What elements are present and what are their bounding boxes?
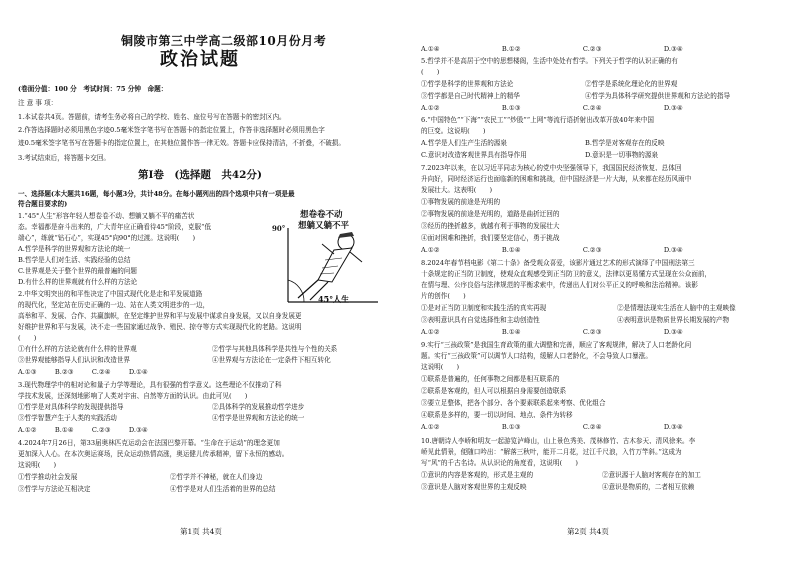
q7-statement: ①事物发展的前途是光明的 (421, 198, 501, 206)
figure-caption: 想躺又躺不平 (298, 221, 350, 231)
q2-statement: ③世界观能够指导人们认识和改造世界 (18, 356, 131, 364)
option-a: A.①④ (421, 45, 440, 53)
q2-text: ( ) (18, 334, 37, 342)
q4-text: 4.2024年7月26日，第33届奥林匹克运动会在法国巴黎开幕。“生命在于运动”的理念更加 (18, 439, 280, 447)
option-d: D.③④ (663, 423, 683, 431)
q6-text: 6.“中国特色”“下海”“农民工”“炒股”“上网”等流行语折射出改革开放40年来中国 (421, 116, 655, 124)
q8-text: 在情与理、公序良俗与法律规范的平衡求索中，传递出人们对公平正义的呼唤和法治精神。该影 (421, 281, 698, 289)
option-c: ②④ (98, 368, 111, 376)
option-d: ①④ (136, 368, 148, 376)
q2-text: 高举和平、发展、合作、共赢旗帜，在坚定维护世界和平与发展中谋求自身发展，又以自身发展更 (18, 312, 302, 320)
note-line: 1.本试卷共4页。答题前，请考生务必将自己的学校、姓名、座位号写在答题卡的密封区内。 (18, 113, 286, 121)
person-lying-icon (270, 210, 382, 308)
q6-text: 的巨变。这说明( ) (421, 127, 486, 135)
option-d: ③④ (136, 426, 148, 434)
q10-statement: ③意识是人脑对客观世界的主观反映 (421, 483, 527, 491)
q4-statement: ②哲学并不神秘，就在人们身边 (170, 473, 263, 481)
q10-statement: ①意识的内容是客观的，形式是主观的 (421, 471, 534, 479)
exam-info-line: (卷面分值：100 分 考试时间：75 分钟 命题： (18, 85, 168, 93)
q4-options (421, 44, 683, 54)
option-b: ①④ (61, 426, 74, 434)
q4-statement: ①哲学推动社会发展 (18, 473, 78, 481)
q3-statement: ③哲学智慧产生于人类的实践活动 (18, 414, 117, 422)
q6-option: C.意识对改造客观世界具有指导作用 (421, 151, 527, 159)
part-intro: 一、选择题(本大题共16题，每小题3分，共计48分。在每小题列出的四个选项中只有一项是最 (18, 190, 295, 198)
q2-statement: ④世界观与方法论在一定条件下相互转化 (212, 356, 331, 364)
q10-text: 10.唐朝诗人李峤和明友一起游览泸峰山，山上景色秀美、茂林修竹、古木参天、清风徐来。李 (421, 437, 696, 445)
q3-statement: ④哲学是世界观和方法论的统一 (212, 414, 305, 422)
option-c: ②③ (98, 426, 111, 434)
q2-statement: ②哲学与其他具体科学是共性与个性的关系 (212, 345, 338, 353)
q10-statement: ②意识源于人脑对客观存在的加工 (602, 471, 701, 479)
q5-statement: ①哲学是科学的世界观和方法论 (421, 80, 514, 88)
exam-page-2 (397, 0, 794, 561)
option-b: ②③ (61, 368, 74, 376)
q4-text: 这说明( ) (18, 461, 57, 469)
option-label: B. (54, 426, 62, 434)
q4-statement: ④哲学是对人们生活着的世界的总结 (170, 485, 276, 493)
q1-text: 态。幸福都是奋斗出来的，广大青年应正确看待45°阶段，克服“低 (18, 223, 212, 231)
q7-options (421, 245, 683, 255)
option-label: A. (18, 426, 25, 434)
option-a: A.①② (421, 104, 440, 112)
q5-statement: ④哲学为具体科学研究提供世界观和方法论的指导 (585, 92, 731, 100)
q9-text: 这说明( ) (421, 363, 460, 371)
section-title: 第Ⅰ卷 (选择题 共42分) (138, 169, 262, 181)
q3-options (18, 425, 148, 435)
option-c: C.②④ (582, 104, 602, 112)
q3-text: 学技术发展，还深刻地影响了人类对宇宙、自然等方面的认识。由此可见( ) (18, 392, 248, 400)
part-intro: 符合题目要求的) (18, 200, 68, 208)
q7-text: 7.2023年以来，在以习近平同志为核心的党中央坚强领导下，我国国民经济恢复、总体回 (421, 164, 682, 172)
q2-text: 2.中华文明突出的和平性决定了中国式现代化是走和平发展道路 (18, 290, 203, 298)
option-c: C.②④ (582, 423, 602, 431)
option-label: B. (54, 368, 62, 376)
option-d: D.③④ (663, 45, 683, 53)
option-d: D.③④ (663, 328, 683, 336)
q2-statement: ①有什么样的方法论就有什么样的世界观 (18, 345, 137, 353)
q8-text: 8.2024年春节档电影《第二十条》备受观众喜爱，该影片通过艺术的形式演绎了中国刑法第三 (421, 259, 695, 267)
q8-text: 片的创作( ) (421, 292, 466, 300)
figure-angle-90: 90° (272, 224, 286, 233)
subject-title: 政治试题 (160, 49, 240, 70)
option-label: A. (18, 368, 25, 376)
q1-option: A.哲学是科学的世界观和方法论的统一 (18, 245, 131, 253)
option-a: ①③ (24, 368, 37, 376)
cartoon-45-degree-life (270, 210, 382, 308)
q6-option: D.意识是一切事物的源泉 (585, 151, 659, 159)
q5-options (421, 103, 683, 113)
option-b: B.①④ (501, 328, 521, 336)
q7-statement: ④面对困难和挫折，我们要坚定信心，勇于挑战 (421, 234, 560, 242)
q8-options (421, 327, 683, 337)
q7-statement: ②事物发展的前途是光明的，道路是曲折迂回的 (421, 210, 560, 218)
option-label: C. (91, 426, 99, 434)
q8-statement: ①是对正当防卫制度和实践生活的真实再现 (421, 304, 547, 312)
option-c: C.②③ (582, 246, 602, 254)
option-label: D. (128, 368, 137, 376)
q2-options (18, 367, 148, 377)
q9-options (421, 422, 683, 432)
option-a: ①② (24, 426, 37, 434)
q7-text: 发展壮大。这表明( ) (421, 186, 493, 194)
q8-statement: ③表明意识具有自觉选择性和主动创造性 (421, 316, 540, 324)
q8-statement: ②是情理法现实生活在人脑中的主观映像 (617, 304, 736, 312)
option-a: A.①② (421, 246, 440, 254)
notes-heading: 注 意 事 项： (18, 99, 58, 107)
q9-text: 题。实行“三孩政策”可以调节人口结构，缓解人口老龄化，不会导致人口暴涨。 (421, 352, 652, 360)
figure-angle-45: 45°人生 (318, 294, 350, 304)
q10-text: 峤见此情景，便随口吟出：“解落三秋叶，能开二月花，过江千尺浪，入竹万竿斜。”这成为 (421, 448, 682, 456)
q1-option: C.世界观是关于整个世界的最普遍的问题 (18, 267, 137, 275)
q1-text: 端心”，练就“钻石心”，实现45°向90°的过渡。这说明( ) (18, 234, 196, 242)
option-b: B.①④ (501, 246, 521, 254)
q9-statement: ④联系是多样的，要一切以时间、地点、条件为转移 (421, 411, 573, 419)
option-d: D.③④ (663, 246, 683, 254)
q8-statement: ④表明意识是物质世界长期发展的产物 (617, 316, 730, 324)
q5-statement: ③哲学都是自己时代精神上的精华 (421, 92, 520, 100)
q1-option: D.有什么样的世界观就有什么样的方法论 (18, 278, 138, 286)
q8-text: 十条规定的正当防卫制度，使观众直观感受到正当防卫的意义，法律以更易懂方式呈现在公众面前， (421, 270, 712, 278)
note-line: 迹0.5毫米签字笔书写在答题卡的指定位置上，在其他位置作答一律无效。答题卡应保持清洁，不折叠，不破损。 (18, 139, 345, 147)
option-b: B.①③ (501, 104, 521, 112)
q1-text: 1.“45°人生”形容年轻人想卷卷不动、想躺又躺不平的痛苦状 (18, 212, 195, 220)
q4-statement: ③哲学与方法论互相决定 (18, 485, 91, 493)
q5-statement: ②哲学是系统化理论化的世界观 (585, 80, 678, 88)
q9-statement: ①联系是普遍的，任何事物之间都是相互联系的 (421, 375, 560, 383)
option-label: D. (128, 426, 137, 434)
option-d: D.③④ (663, 104, 683, 112)
q4-text: 更加深入人心。在本次奥运赛场，民众运动热情高涨，奥运健儿传承精神，留下永恒的感动。 (18, 450, 289, 458)
option-a: A.①② (421, 328, 440, 336)
option-b: B.①② (501, 45, 521, 53)
q9-statement: ③要立足整体，把各个部分、各个要素联系起来考察、优化组合 (421, 399, 606, 407)
q5-text: 5.哲学并不是高居于空中的思想楼阁，生活中处处有哲学。下列关于哲学的认识正确的有 (421, 57, 678, 65)
q7-statement: ③经历的挫折越多，就越有利于事物的发展壮大 (421, 222, 560, 230)
option-a: A.①② (421, 423, 440, 431)
note-line: 2.作答选择题时必须用黑色字迹0.5毫米签字笔书写在答题卡的指定位置上，作答非选择题时必须用黑色字 (18, 126, 325, 134)
q10-statement: ④意识是物质的，二者相互依赖 (602, 483, 695, 491)
q9-statement: ②联系是客观的，但人可以根据自身需要创造联系 (421, 387, 567, 395)
q6-option: B.哲学是对客观存在的反映 (585, 139, 665, 147)
q3-statement: ②具体科学的发展推动哲学进步 (212, 403, 305, 411)
option-label: C. (91, 368, 99, 376)
q7-text: 升向好，同时经济运行也面临新的困难和挑战，但中国经济是一片大海，从来都在经历风雨中 (421, 175, 692, 183)
q5-text: ( ) (421, 68, 440, 76)
q6-option: A.哲学是人们生产生活的源泉 (421, 139, 507, 147)
q9-text: 9.实行“三孩政策”是我国生育政策的重大调整和完善，顺应了客观规律，解决了人口老龄化问 (421, 341, 692, 349)
q10-text: 写“风”的千古名诗。从认识论的角度看，这说明( ) (421, 459, 578, 467)
exam-title: 铜陵市第三中学高二级部10月份月考 (121, 34, 327, 48)
page-footer: 第2页 共4页 (567, 527, 609, 536)
figure-caption: 想卷卷不动 (300, 210, 343, 220)
note-line: 3.考试结束后，将答题卡交回。 (18, 154, 111, 162)
q3-statement: ①哲学是对具体科学的发现提供指导 (18, 403, 124, 411)
q2-text: 的现代化，坚定站在历史正确的一边、站在人类文明进步的一边， (18, 301, 210, 309)
q1-option: B.哲学是人们对生活、实践经验的总结 (18, 256, 131, 264)
q2-text: 好维护世界和平与发展，决不走一些国家通过战争、殖民、掠夺等方式实现现代化的老路。这说明 (18, 323, 302, 331)
page-footer: 第1页 共4页 (180, 527, 222, 536)
option-b: B.①③ (501, 423, 521, 431)
option-c: C.②③ (582, 45, 602, 53)
option-c: C.②③ (582, 328, 602, 336)
q3-text: 3.现代物理学中的相对论和量子力学等理论，具有很强的哲学意义。这些理论不仅推动了科 (18, 381, 282, 389)
